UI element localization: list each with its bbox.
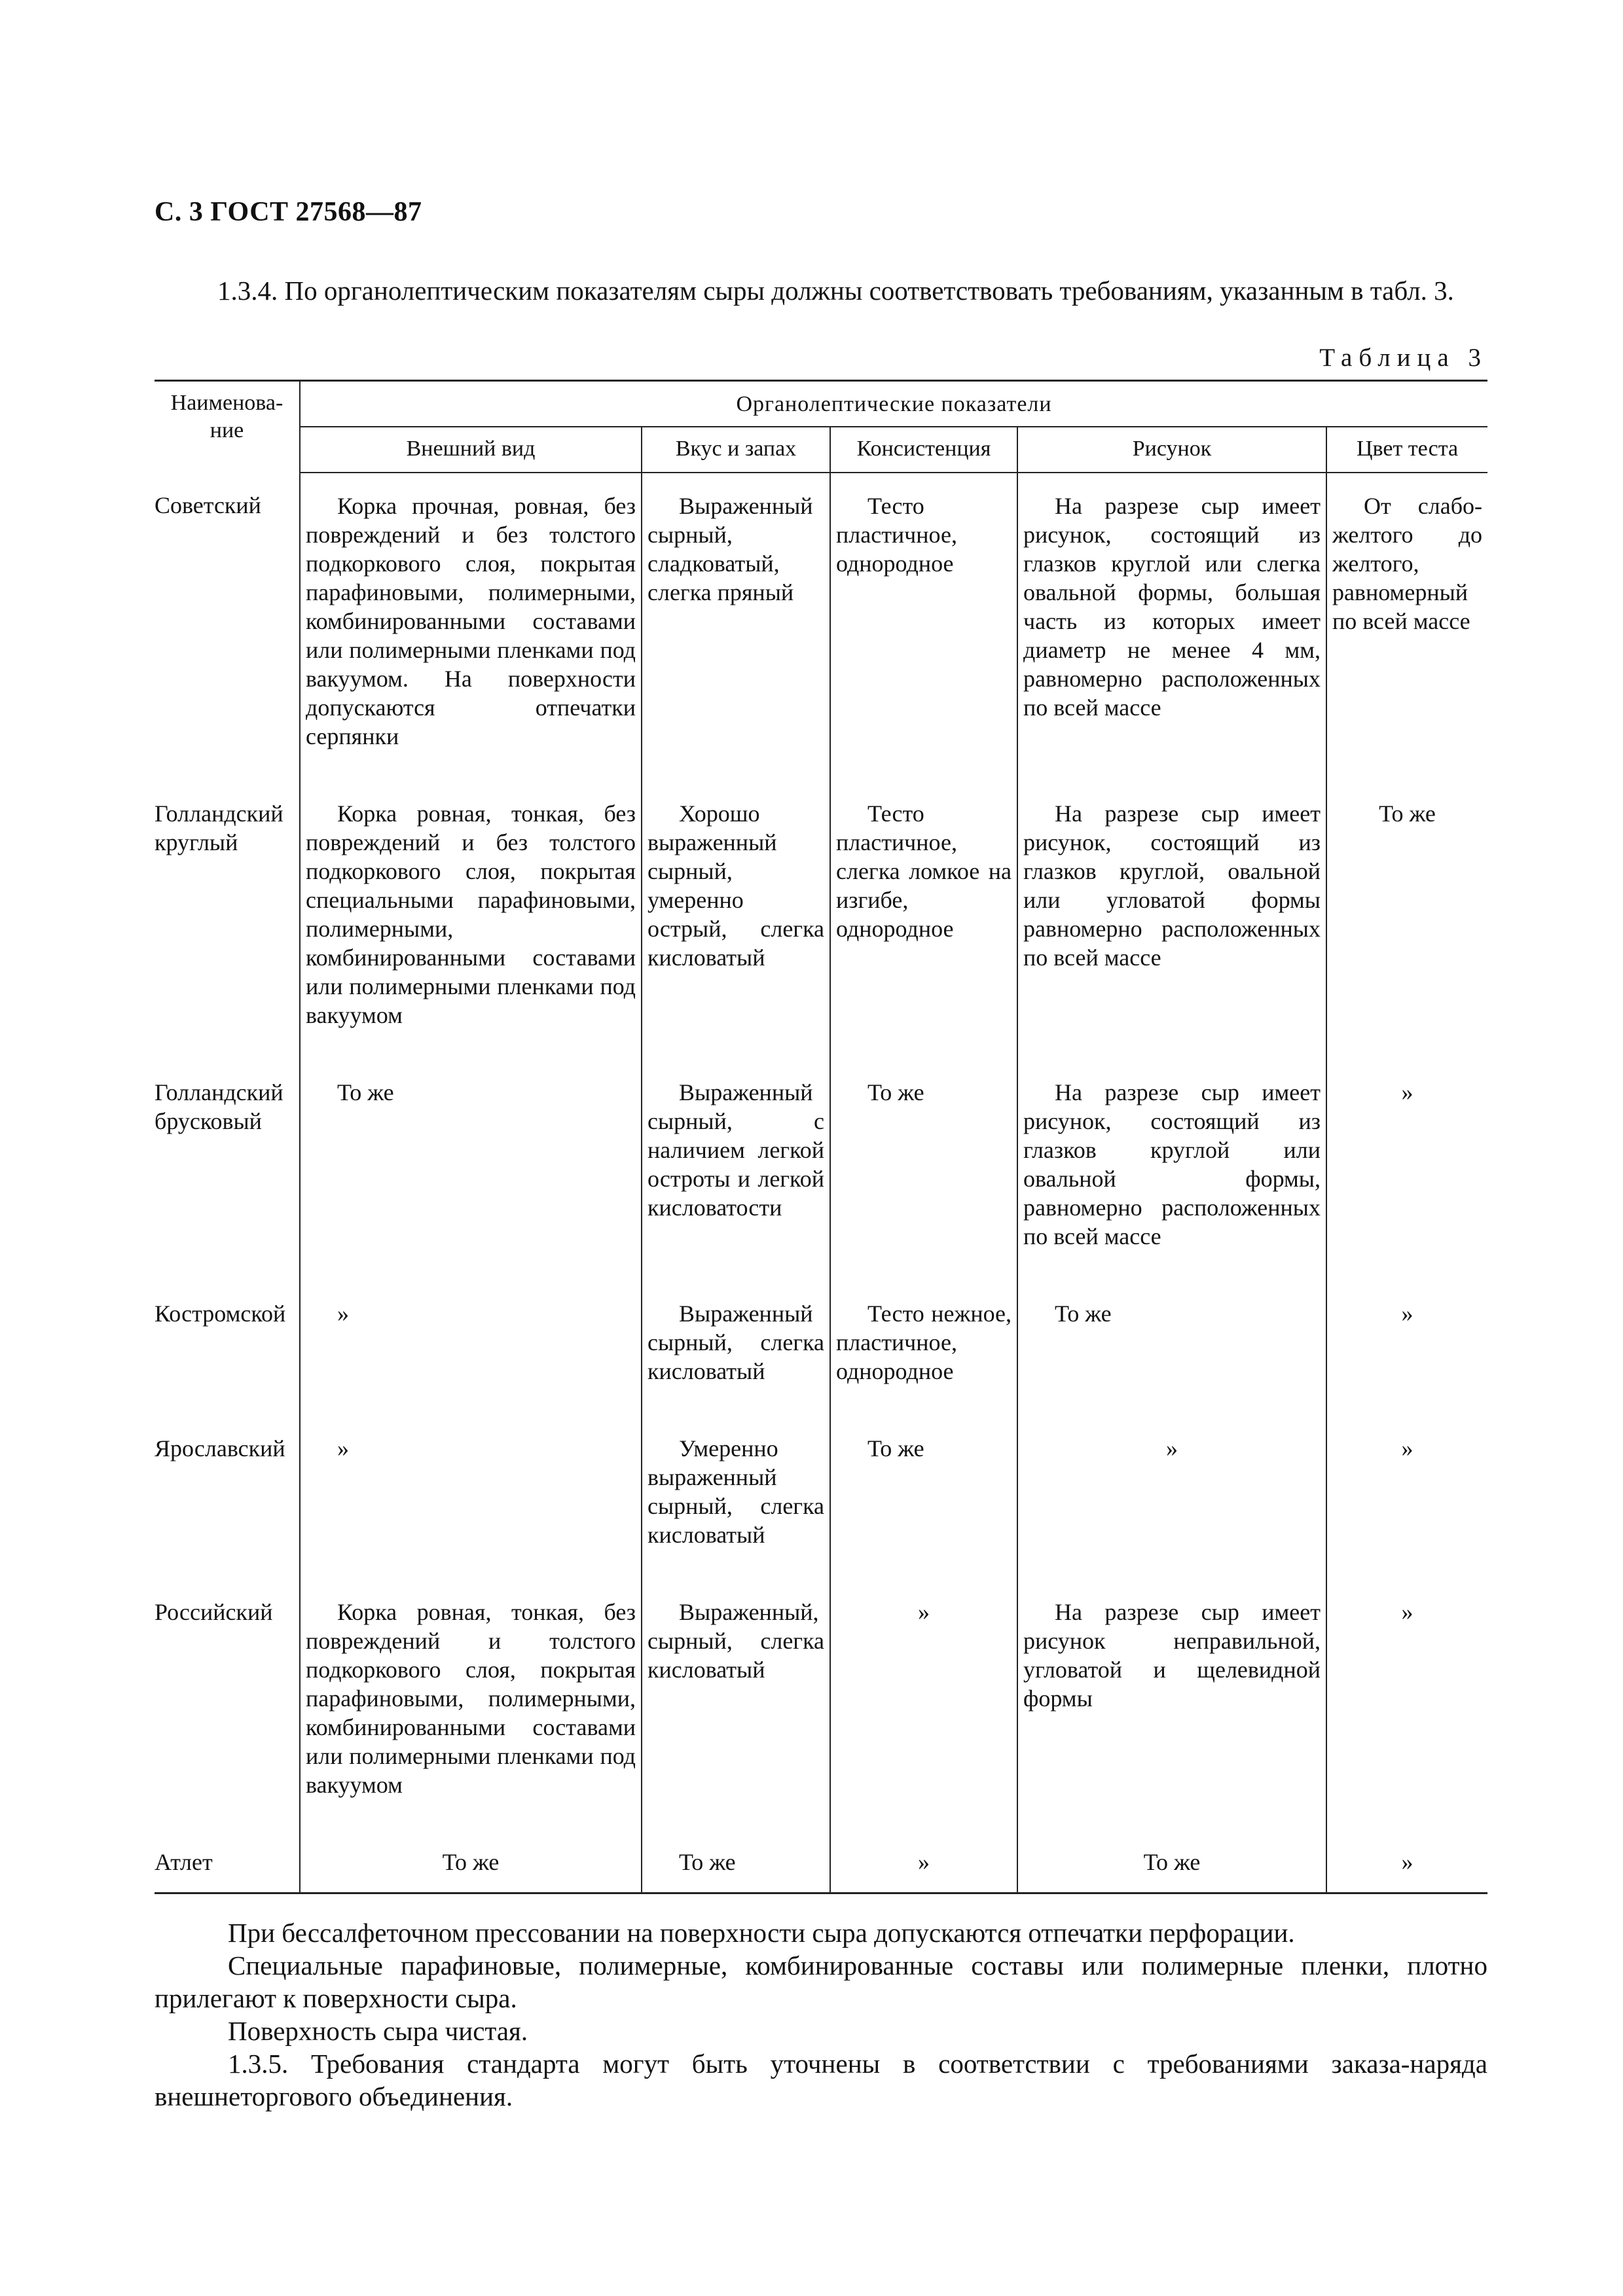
column-header-pattern: Рисунок	[1017, 427, 1326, 473]
table-row	[155, 1579, 1487, 1829]
cell-color: »	[1401, 1435, 1413, 1462]
cell-color: »	[1326, 1829, 1487, 1893]
table-row	[155, 473, 1487, 781]
cell-pattern: На разрезе сыр имеет рисунок, состоящий из глазков круглой или слегка овальной формы, большая часть из которых имеет диаметр не менее 4 мм, равномерно расположенных по всей массе	[1017, 473, 1326, 781]
cell-consistency: »	[830, 1579, 1017, 1829]
cell-appearance: Корка прочная, ровная, без повреждений и без толстого подкоркового слоя, покрытая парафиновыми, полимерными, комбинированными составами или полимерными пленками под вакуумом. На поверхности допускаются отпечатки серпянки	[300, 473, 642, 781]
cell-appearance: »	[300, 1416, 642, 1579]
cell-consistency: Тесто пластичное, однородное	[830, 473, 1017, 781]
name-column-header: Наименова-ние	[155, 381, 300, 473]
cell-consistency: »	[830, 1829, 1017, 1893]
cell-consistency: Тесто нежное, пластичное, однородное	[830, 1281, 1017, 1416]
cell-pattern: На разрезе сыр имеет рисунок, состоящий из глазков круглой, овальной или угловатой формы равномерно расположенных по всей массе	[1017, 781, 1326, 1060]
table-label: Таблица 3	[1319, 344, 1487, 372]
cell-appearance: Корка ровная, тонкая, без повреждений и толстого подкоркового слоя, покрытая парафиновыми, полимерными, комбинированными составами или полимерными пленками под вакуумом	[300, 1579, 642, 1829]
note-paragraph: Специальные парафиновые, полимерные, комбинированные составы или полимерные пленки, плотно прилегают к поверхности сыра.	[155, 1950, 1487, 2013]
table-row	[155, 781, 1487, 1060]
table-row	[155, 1829, 1487, 1893]
cell-color: То же	[1379, 800, 1436, 827]
cell-pattern: На разрезе сыр имеет рисунок неправильной, угловатой и щелевидной формы	[1017, 1579, 1326, 1829]
cell-appearance: То же	[300, 1060, 642, 1281]
cell-color: »	[1401, 1300, 1413, 1327]
column-header-color: Цвет теста	[1326, 427, 1487, 473]
cell-taste: То же	[642, 1829, 830, 1893]
cheese-name: Советский	[155, 473, 300, 781]
cell-taste: Умеренно выраженный сырный, слегка кисловатый	[642, 1416, 830, 1579]
notes-section	[155, 1916, 1487, 2113]
organoleptic-table	[155, 380, 1487, 1894]
cell-taste: Выраженный, сырный, слегка кисловатый	[642, 1579, 830, 1829]
cell-taste: Выраженный сырный, с наличием легкой остроты и легкой кисловатости	[642, 1060, 830, 1281]
group-header: Органолептические показатели	[300, 381, 1487, 427]
note-paragraph: Поверхность сыра чистая.	[228, 2016, 528, 2046]
cell-consistency: Тесто пластичное, слегка ломкое на изгибе, однородное	[830, 781, 1017, 1060]
cell-color: »	[1401, 1599, 1413, 1625]
cheese-name: Атлет	[155, 1829, 300, 1893]
table-row	[155, 1060, 1487, 1281]
cell-pattern: То же	[1017, 1829, 1326, 1893]
column-header-consistency: Консистенция	[830, 427, 1017, 473]
cheese-name: Голландский брусковый	[155, 1060, 300, 1281]
table-header-row-1	[155, 381, 1487, 427]
cell-taste: Выраженный сырный, сладковатый, слегка пряный	[642, 473, 830, 781]
cell-appearance: Корка ровная, тонкая, без повреждений и без толстого подкоркового слоя, покрытая специальными парафиновыми, полимерными, комбинированными составами или полимерными пленками под вакуумом	[300, 781, 642, 1060]
cell-pattern: На разрезе сыр имеет рисунок, состоящий из глазков круглой или овальной формы, равномерно расположенных по всей массе	[1017, 1060, 1326, 1281]
table-header-row-2	[155, 427, 1487, 473]
cell-pattern: То же	[1017, 1281, 1326, 1416]
cell-taste: Выраженный сырный, слегка кисловатый	[642, 1281, 830, 1416]
cell-color: »	[1401, 1079, 1413, 1105]
note-paragraph: 1.3.5. Требования стандарта могут быть уточнены в соответствии с требованиями заказа-наряда внешнеторгового объединения.	[155, 2049, 1487, 2111]
cell-appearance: То же	[300, 1829, 642, 1893]
page-header: С. 3 ГОСТ 27568—87	[155, 197, 422, 227]
column-header-taste: Вкус и запах	[642, 427, 830, 473]
cheese-name: Российский	[155, 1579, 300, 1829]
cheese-name: Ярославский	[155, 1416, 300, 1579]
note-paragraph: При бессалфеточном прессовании на поверхности сыра допускаются отпечатки перфорации.	[228, 1918, 1295, 1948]
table-row	[155, 1416, 1487, 1579]
cell-taste: Хорошо выраженный сырный, умеренно острый, слегка кисловатый	[642, 781, 830, 1060]
cell-appearance: »	[300, 1281, 642, 1416]
cheese-name: Костромской	[155, 1281, 300, 1416]
table-row	[155, 1281, 1487, 1416]
intro-paragraph: 1.3.4. По органолептическим показателям сыры должны соответствовать требованиям, указанным в табл. 3.	[217, 276, 1454, 306]
cheese-name: Голландский круглый	[155, 781, 300, 1060]
cell-consistency: То же	[830, 1416, 1017, 1579]
cell-color: От слабо-желтого до желтого, равномерный по всей массе	[1332, 493, 1483, 634]
cell-consistency: То же	[830, 1060, 1017, 1281]
cell-pattern: »	[1017, 1416, 1326, 1579]
column-header-appearance: Внешний вид	[300, 427, 642, 473]
